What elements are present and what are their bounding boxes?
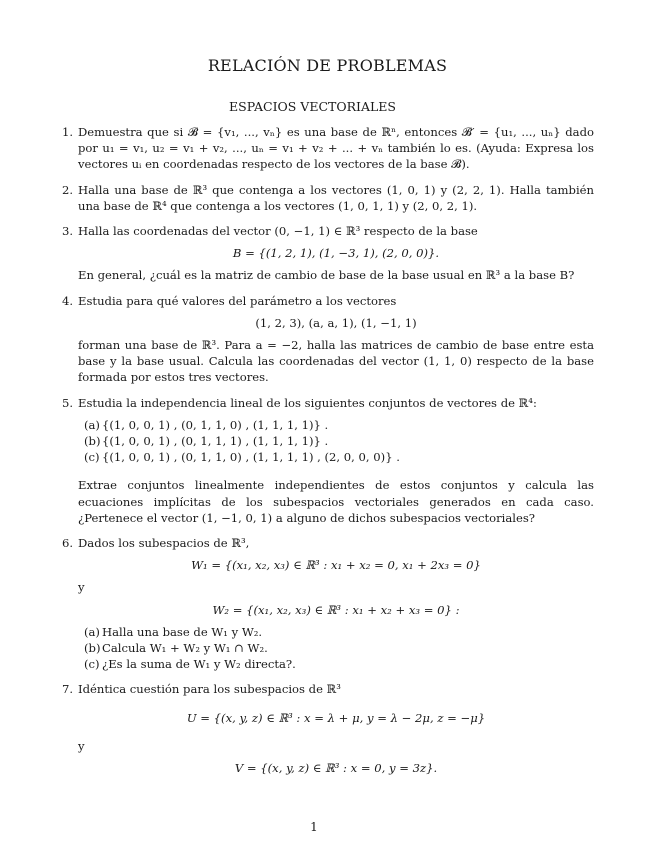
display-equation: (1, 2, 3), (a, a, 1), (1, −1, 1) (255, 315, 417, 330)
subquestion-a (84, 417, 594, 433)
subquestion-text: Halla una base de W₁ y W₂. (102, 624, 263, 639)
problem-3 (62, 223, 594, 284)
problem-text: Demuestra que si 𝓑 = {v₁, ..., vₙ} es una base de ℝⁿ, entonces 𝓑′ = {u₁, ..., uₙ} dado por u₁ = v₁, u₂ = v₁ + v₂, ..., uₙ = v₁ + v₂ + ... + vₙ también lo es. (Ayuda: Expresa los vectores uᵢ en coordenadas respecto de los vectores de la base 𝓑). (78, 125, 594, 172)
display-equation-w2: W₂ = {(x₁, x₂, x₃) ∈ ℝ³ : x₁ + x₂ + x₃ = 0} : (212, 602, 460, 617)
section-subtitle: ESPACIOS VECTORIALES (229, 99, 396, 114)
problem-text: Estudia la independencia lineal de los siguientes conjuntos de vectores de ℝ⁴: (78, 395, 537, 410)
problem-text: Estudia para qué valores del parámetro a los vectores (78, 293, 397, 308)
problem-text: Idéntica cuestión para los subespacios de ℝ³ (78, 682, 341, 697)
display-equation-v: V = {(x, y, z) ∈ ℝ³ : x = 0, y = 3z}. (234, 761, 438, 776)
problem-followup: forman una base de ℝ³. Para a = −2, halla las matrices de cambio de base entre esta base y la base usual. Calcula las coordenadas del vector (1, 1, 0) respecto de la base formada por estos tres vectores. (78, 338, 594, 385)
subquestion-c (84, 656, 594, 672)
subquestion-label: (a) (84, 624, 100, 639)
problem-number: 3. (62, 224, 74, 239)
problem-followup: Extrae conjuntos linealmente independientes de estos conjuntos y calcula las ecuaciones implícitas de los subespacios vectoriales generados en cada caso. ¿Pertenece el vector (1, −1, 0, 1) a alguno de dichos subespacios vectoriales? (78, 478, 594, 525)
subquestion-label: (b) (84, 434, 101, 449)
subquestion-label: (c) (84, 657, 100, 672)
problem-number: 2. (62, 182, 74, 197)
connector-text: y (78, 738, 85, 753)
problem-number: 7. (62, 682, 74, 697)
problem-followup: En general, ¿cuál es la matriz de cambio de base de la base usual en ℝ³ a la base B? (78, 268, 575, 283)
problem-number: 1. (62, 125, 74, 139)
problem-4 (62, 293, 594, 386)
subquestion-label: (a) (84, 417, 100, 432)
problem-text: Dados los subespacios de ℝ³, (78, 536, 250, 551)
display-equation: B = {(1, 2, 1), (1, −3, 1), (2, 0, 0)}. (232, 246, 440, 261)
display-equation-w1: W₁ = {(x₁, x₂, x₃) ∈ ℝ³ : x₁ + x₂ = 0, x₁ + 2x₃ = 0} (191, 558, 481, 573)
subquestion-text: {(1, 0, 0, 1) , (0, 1, 1, 1) , (1, 1, 1, 1)} . (102, 434, 329, 449)
subquestion-label: (c) (84, 450, 100, 465)
subquestion-list (78, 417, 594, 466)
connector-text: y (78, 580, 85, 595)
subquestion-text: {(1, 0, 0, 1) , (0, 1, 1, 0) , (1, 1, 1, 1)} . (102, 417, 329, 432)
subquestion-text: {(1, 0, 0, 1) , (0, 1, 1, 0) , (1, 1, 1, 1) , (2, 0, 0, 0)} . (102, 450, 400, 465)
problem-number: 6. (62, 536, 74, 551)
subquestion-text: Calcula W₁ + W₂ y W₁ ∩ W₂. (102, 641, 268, 656)
subquestion-label: (b) (84, 641, 101, 656)
subquestion-text: ¿Es la suma de W₁ y W₂ directa?. (102, 657, 296, 672)
problem-text: Halla las coordenadas del vector (0, −1, 1) ∈ ℝ³ respecto de la base (78, 224, 478, 239)
page-number: 1 (310, 820, 318, 834)
subquestion-a (84, 624, 594, 640)
problem-number: 5. (62, 395, 74, 410)
subquestion-b (84, 433, 594, 449)
problem-5 (62, 395, 594, 526)
problem-list (62, 124, 594, 785)
subquestion-b (84, 640, 594, 656)
problem-number: 4. (62, 293, 74, 308)
problem-text: Halla una base de ℝ³ que contenga a los vectores (1, 0, 1) y (2, 2, 1). Halla también una base de ℝ⁴ que contenga a los vectores (1, 0, 1, 1) y (2, 0, 2, 1). (78, 182, 594, 213)
display-equation-u: U = {(x, y, z) ∈ ℝ³ : x = λ + μ, y = λ − 2μ, z = −μ} (186, 710, 486, 725)
problem-6 (62, 535, 594, 672)
subquestion-list (78, 624, 594, 673)
problem-1 (62, 124, 594, 173)
subquestion-c (84, 449, 594, 465)
page-title: RELACIÓN DE PROBLEMAS (207, 56, 448, 75)
problem-2 (62, 182, 594, 214)
problem-7 (62, 681, 594, 776)
